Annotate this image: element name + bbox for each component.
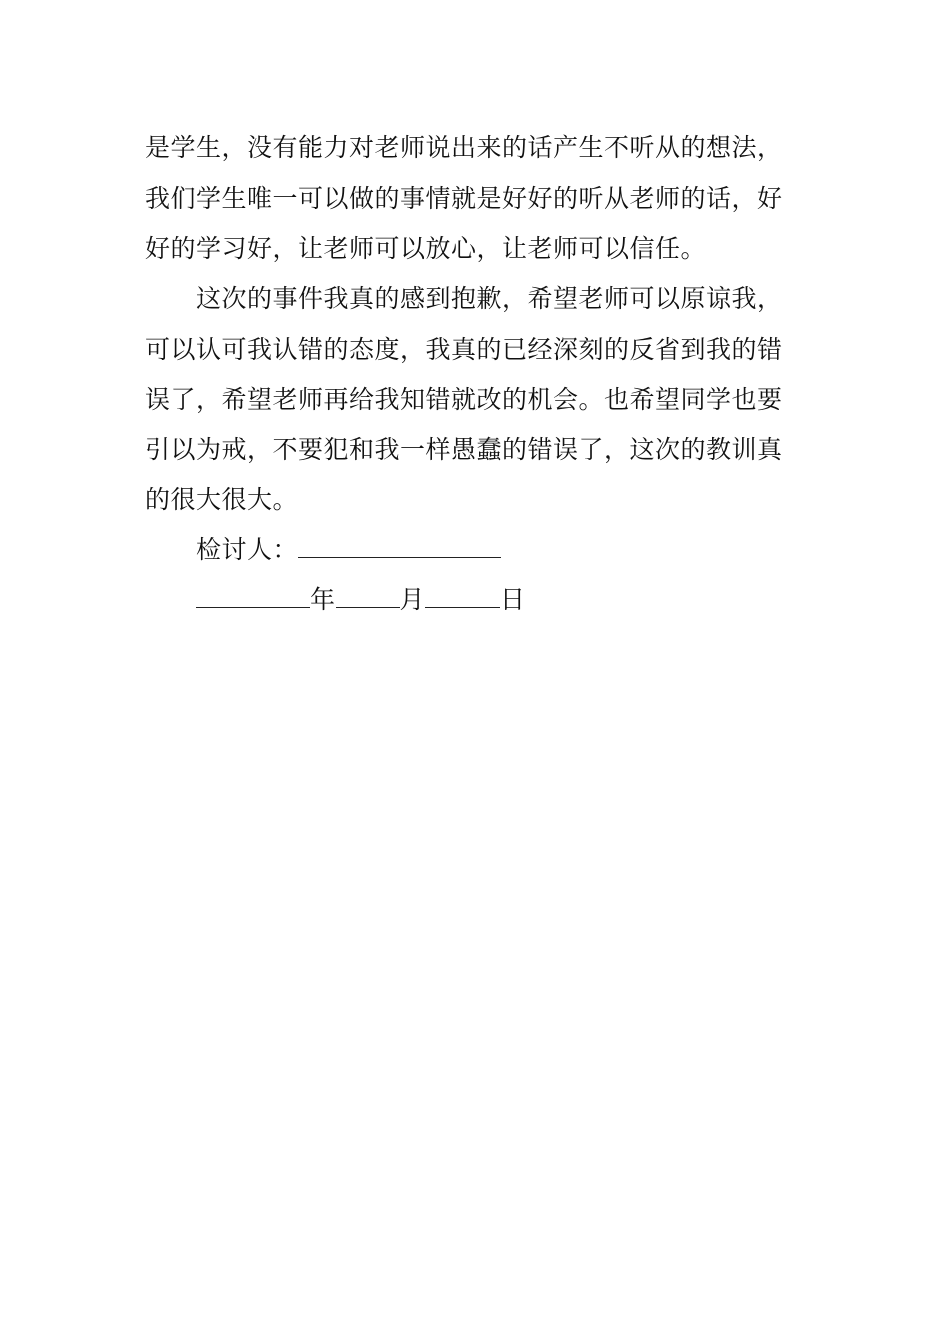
- paragraph-line: 好的学习好，让老师可以放心，让老师可以信任。: [145, 234, 707, 263]
- paragraph-line: 误了，希望老师再给我知错就改的机会。也希望同学也要: [145, 385, 783, 414]
- paragraph-line: 可以认可我认错的态度，我真的已经深刻的反省到我的错: [145, 335, 783, 364]
- paragraph-line: 引以为戒，不要犯和我一样愚蠢的错误了，这次的教训真: [145, 435, 783, 464]
- day-label: 日: [500, 585, 526, 614]
- month-blank: [336, 585, 400, 608]
- paragraph-line: 这次的事件我真的感到抱歉，希望老师可以原谅我，: [196, 284, 783, 313]
- year-label: 年: [310, 585, 336, 614]
- signature-line: [196, 535, 501, 565]
- day-blank: [425, 585, 500, 608]
- month-label: 月: [399, 585, 426, 614]
- signature-label: 检讨人：: [196, 535, 299, 564]
- date-line: [196, 585, 526, 615]
- paragraph-line: 的很大很大。: [145, 485, 299, 514]
- paragraph-line: 是学生，没有能力对老师说出来的话产生不听从的想法，: [145, 133, 783, 162]
- year-blank: [196, 585, 310, 608]
- signature-blank: [298, 535, 501, 558]
- paragraph-line: 我们学生唯一可以做的事情就是好好的听从老师的话，好: [145, 184, 783, 213]
